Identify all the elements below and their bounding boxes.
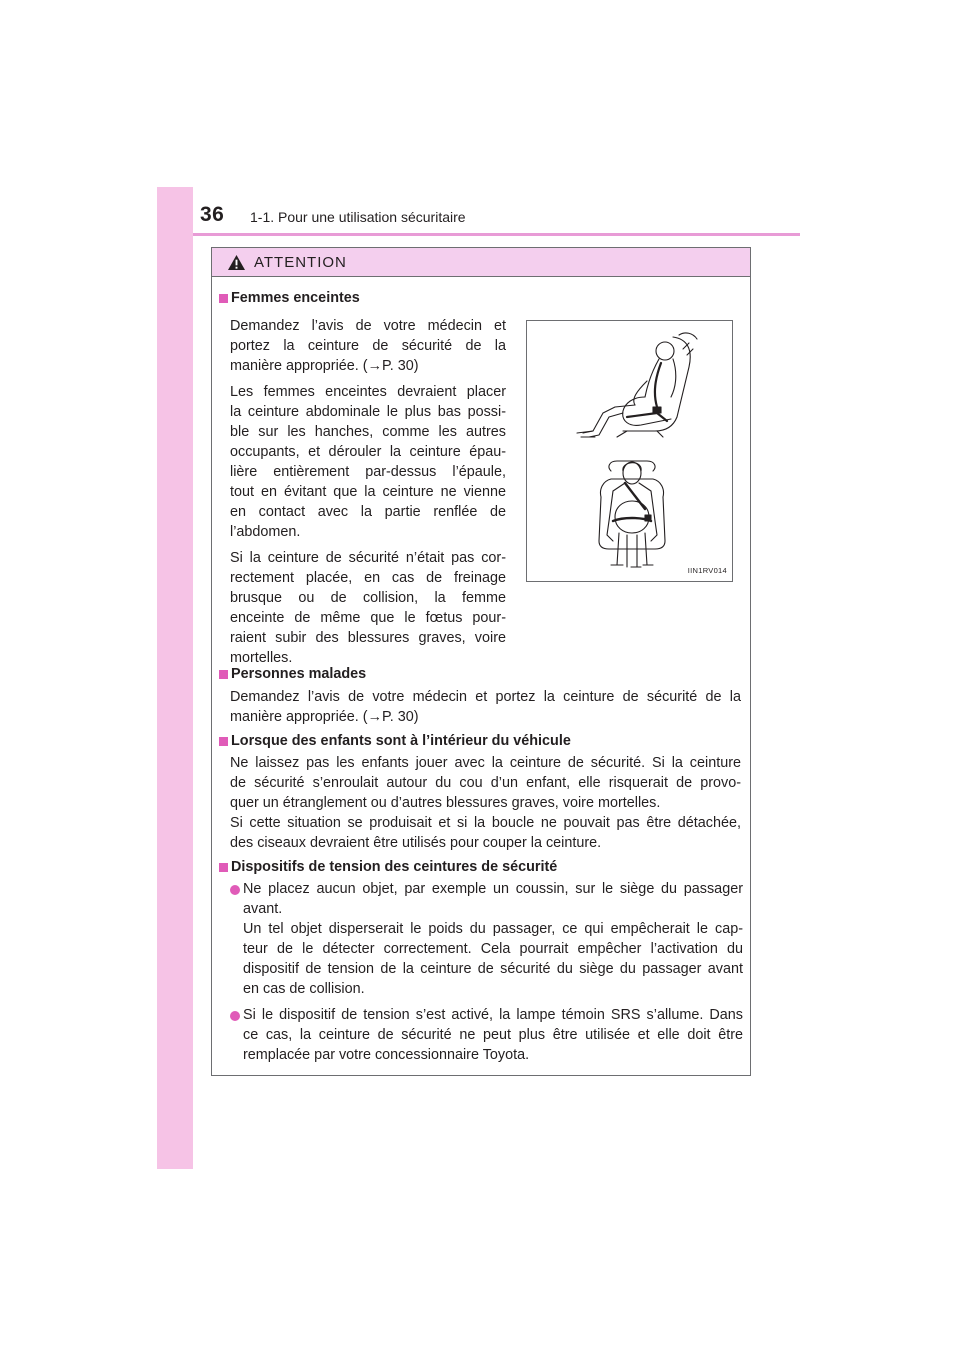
paragraph-line: manière appropriée. (→P. 30) bbox=[230, 709, 419, 725]
section-bullet-icon bbox=[219, 737, 228, 746]
list-bullet-icon bbox=[230, 885, 240, 895]
list-bullet-icon bbox=[230, 1011, 240, 1021]
seated-figures-drawing bbox=[527, 321, 732, 581]
paragraph-line: manière appropriée. (→P. 30) bbox=[230, 358, 419, 374]
header-rule bbox=[193, 233, 800, 236]
paragraph-line: de sécurité s’enroulait autour du cou d’un enfant, elle risquerait de provo- bbox=[230, 775, 741, 791]
paragraph-line: Les femmes enceintes devraient placer bbox=[230, 384, 506, 400]
paragraph-line: tout en évitant que la ceinture ne vienne bbox=[230, 484, 506, 500]
paragraph-line: raient subir des blessures graves, voire bbox=[230, 630, 506, 646]
paragraph-line: occupants, et dérouler la ceinture épau- bbox=[230, 444, 506, 460]
pregnant-seatbelt-illustration bbox=[526, 320, 733, 582]
paragraph-line: Si cette situation se produisait et si la boucle ne pouvait pas être détachée, bbox=[230, 815, 741, 831]
paragraph-line: l’abdomen. bbox=[230, 524, 301, 540]
heading-dispositifs-tension: Dispositifs de tension des ceintures de sécurité bbox=[231, 859, 558, 875]
heading-femmes-enceintes: Femmes enceintes bbox=[231, 290, 360, 306]
paragraph-line: ble sur les hanches, comme les autres bbox=[230, 424, 506, 440]
warning-title: ATTENTION bbox=[254, 254, 347, 271]
section-title: 1-1. Pour une utilisation sécuritaire bbox=[250, 209, 466, 225]
list-item-line: Si le dispositif de tension s’est activé, la lampe témoin SRS s’allume. Dans bbox=[243, 1007, 743, 1023]
list-item-line: dispositif de tension de la ceinture de sécurité du siège du passager avant bbox=[243, 961, 743, 977]
list-item-line: avant. bbox=[243, 901, 283, 917]
list-item-line: remplacée par votre concessionnaire Toyota. bbox=[243, 1047, 530, 1063]
paragraph-line: en contact avec la partie renflée de bbox=[230, 504, 506, 520]
list-item-line: ce cas, la ceinture de sécurité ne peut plus être utilisée et elle doit être bbox=[243, 1027, 743, 1043]
section-bullet-icon bbox=[219, 863, 228, 872]
list-item-line: Un tel objet disperserait le poids du passager, ce qui empêcherait le cap- bbox=[243, 921, 743, 937]
paragraph-line: Demandez l’avis de votre médecin et bbox=[230, 318, 506, 334]
page-number: 36 bbox=[200, 203, 225, 226]
paragraph-line: Si la ceinture de sécurité n’était pas cor- bbox=[230, 550, 506, 566]
warning-header bbox=[212, 248, 750, 277]
paragraph-line: Demandez l’avis de votre médecin et portez la ceinture de sécurité de la bbox=[230, 689, 741, 705]
paragraph-line: enceinte de même que le fœtus pour- bbox=[230, 610, 506, 626]
figure-code: IIN1RV014 bbox=[687, 566, 727, 575]
section-bullet-icon bbox=[219, 294, 228, 303]
paragraph-line: des ciseaux devraient être utilisés pour couper la ceinture. bbox=[230, 835, 602, 851]
paragraph-line: portez la ceinture de sécurité de la bbox=[230, 338, 506, 354]
paragraph-line: la ceinture abdominale le plus bas possi- bbox=[230, 404, 506, 420]
paragraph-line: quer un étranglement ou d’autres blessures graves, voire mortelles. bbox=[230, 795, 661, 811]
list-item-line: teur de le détecter correctement. Cela pourrait empêcher l’activation du bbox=[243, 941, 743, 957]
paragraph-line: rectement placée, en cas de freinage bbox=[230, 570, 506, 586]
paragraph-line: Ne laissez pas les enfants jouer avec la ceinture de sécurité. Si la ceinture bbox=[230, 755, 741, 771]
list-item-line: en cas de collision. bbox=[243, 981, 365, 997]
heading-enfants: Lorsque des enfants sont à l’intérieur du véhicule bbox=[231, 733, 571, 749]
section-bullet-icon bbox=[219, 670, 228, 679]
paragraph-line: brusque ou de collision, la femme bbox=[230, 590, 506, 606]
paragraph-line: lière entièrement par-dessus l’épaule, bbox=[230, 464, 506, 480]
warning-triangle-icon bbox=[227, 254, 246, 271]
chapter-side-tab bbox=[157, 187, 193, 1169]
heading-personnes-malades: Personnes malades bbox=[231, 666, 367, 682]
paragraph-line: mortelles. bbox=[230, 650, 293, 666]
list-item-line: Ne placez aucun objet, par exemple un coussin, sur le siège du passager bbox=[243, 881, 743, 897]
